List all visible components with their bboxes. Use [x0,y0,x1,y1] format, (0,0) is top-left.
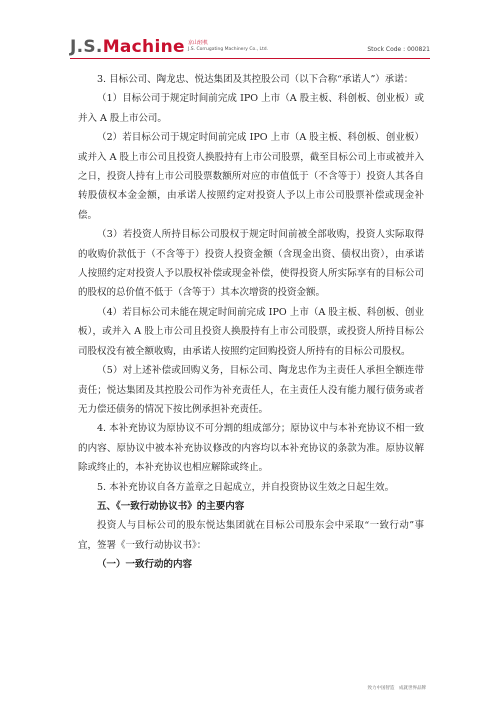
paragraph-clause-5: 5. 本补充协议自各方盖章之日起成立，并自投资协议生效之日起生效。 [97,481,395,493]
stock-code: Stock Code : 000821 [367,46,430,53]
document-body [78,70,424,575]
logo-main: Machine [102,37,185,57]
paragraph-item-1: （1）目标公司于规定时间前完成 IPO 上市（A 股主板、科创板、创业板）或并入 A 股上市公司。 [78,93,424,124]
company-name-en: J.S. Corrugating Machinery Co., Ltd. [188,47,269,52]
company-logo [70,38,185,56]
paragraph-item-4: （4）若目标公司未能在规定时间前完成 IPO 上市（A 股主板、科创板、创业板），或并入 A 股上市公司且投资人换股持有上市公司股票，或投资人所持目标公司股权没有被全额收购，由承诺人按照约定回购投资人所持有的目标公司股权。 [78,306,424,357]
logo-prefix: J.S. [70,37,103,57]
section-heading: 五、《一致行动协议书》的主要内容 [97,500,245,512]
paragraph-item-5: （5）对上述补偿或回购义务，目标公司、陶龙忠作为主责任人承担全额连带责任；悦达集团及其控股公司作为补充责任人，在主责任人没有能力履行债务或者无力偿还债务的情况下按比例承担补充责任。 [78,365,424,415]
paragraph-item-3: （3）若投资人所持目标公司股权于规定时间前被全部收购，投资人实际取得的收购价款低于（不含等于）投资人投资金额（含现金出资、债权出资），由承诺人按照约定对投资人予以股权补偿或现金补偿，使得投资人所实际享有的目标公司的股权的总价值不低于（含等于）其本次增资的投资金额。 [78,229,424,299]
header-divider [70,58,430,59]
company-name [188,40,268,53]
paragraph-item-2: （2）若目标公司于规定时间前完成 IPO 上市（A 股主板、科创板、创业板）或并入 A 股上市公司且投资人换股持有上市公司股票，截至目标公司上市或被并入之日，投资人持有上市公司股票数额所对应的市值低于（不含等于）投资人其各自转股债权本金金额，由承诺人按照约定对投资人予以上市公司股票补偿或现金补偿。 [78,132,424,221]
section-paragraph: 投资人与目标公司的股东悦达集团就在目标公司股东会中采取“一致行动”事宜，签署《一致行动协议书》： [78,520,424,551]
paragraph-clause-4: 4. 本补充协议为原协议不可分割的组成部分；原协议中与本补充协议不相一致的内容、原协议中被本补充协议修改的内容均以本补充协议的条款为准。原协议解除或终止的，本补充协议也相应解除或终止。 [78,423,424,474]
paragraph-undertaking: 3. 目标公司、陶龙忠、悦达集团及其控股公司（以下合称“承诺人”）承诺： [97,74,414,85]
page-header [0,0,500,62]
company-name-cn: 京山轻机 [188,40,209,46]
page-footer: 致力中国智造 成就世界品牌 [367,686,426,691]
subheading: （一）一致行动的内容 [97,559,193,571]
